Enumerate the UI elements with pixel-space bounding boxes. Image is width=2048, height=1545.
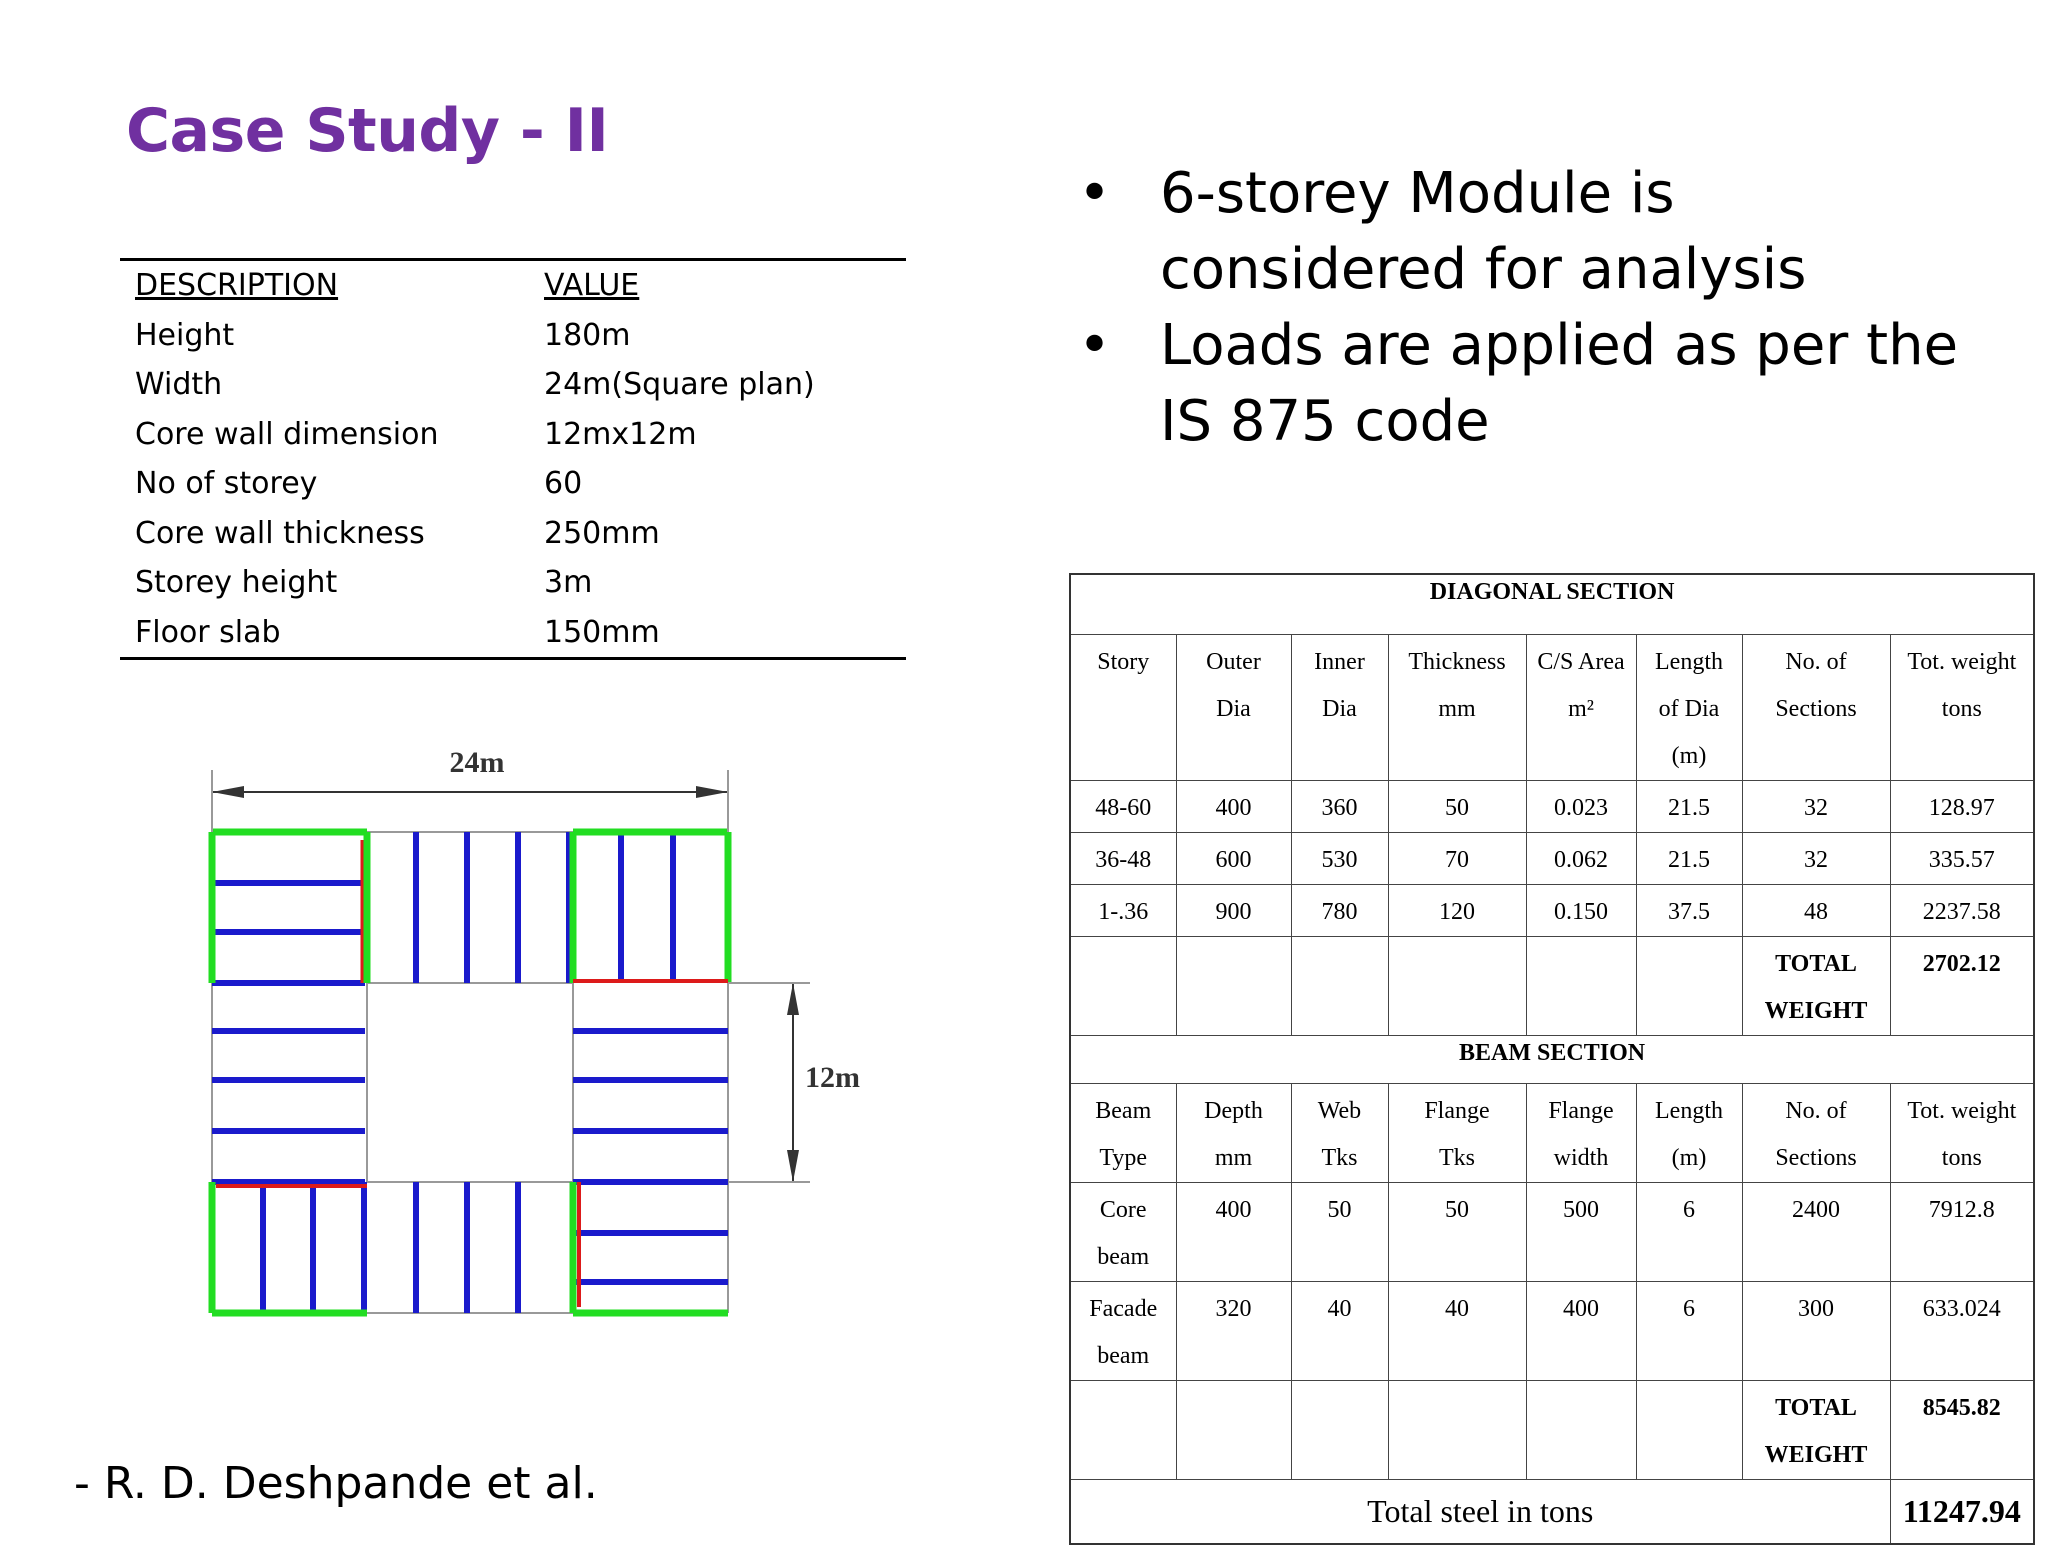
spec-label: No of storey	[135, 466, 318, 502]
spec-row	[120, 311, 906, 361]
header-text: Inner	[1314, 648, 1365, 675]
cell: 500	[1526, 1182, 1636, 1281]
header-text: tons	[1941, 695, 1982, 722]
bullet-line: considered for analysis	[1160, 237, 1807, 302]
cell: 70	[1388, 832, 1526, 884]
header-text: mm	[1214, 1144, 1253, 1171]
spec-header-description: DESCRIPTION	[135, 268, 339, 304]
total-label-text: TOTAL	[1775, 1394, 1857, 1421]
header-text: Sections	[1775, 695, 1857, 722]
cell: 1-.36	[1070, 884, 1176, 936]
beam-header	[1636, 1083, 1742, 1182]
diag-header	[1636, 634, 1742, 780]
header-text: width	[1553, 1144, 1609, 1171]
total-label-text: TOTAL	[1775, 950, 1857, 977]
bullet-line: IS 875 code	[1160, 389, 1490, 454]
cell: 2400	[1742, 1182, 1890, 1281]
beam-header	[1526, 1083, 1636, 1182]
cell: 40	[1388, 1281, 1526, 1380]
spec-row	[120, 509, 906, 559]
beam-header	[1388, 1083, 1526, 1182]
cell: 530	[1291, 832, 1388, 884]
beam-header	[1176, 1083, 1291, 1182]
bullet-item	[1078, 156, 1978, 308]
spec-value: 12mx12m	[544, 416, 697, 452]
beam-total-value: 8545.82	[1890, 1380, 2034, 1479]
header-text: (m)	[1671, 742, 1707, 769]
spec-label: Width	[135, 367, 223, 403]
cell: 780	[1291, 884, 1388, 936]
grand-total-value: 11247.94	[1890, 1479, 2034, 1544]
cell: 633.024	[1890, 1281, 2034, 1380]
header-text: Depth	[1204, 1097, 1263, 1124]
cell: 21.5	[1636, 832, 1742, 884]
diag-total-value: 2702.12	[1890, 936, 2034, 1035]
header-text: Length	[1655, 1097, 1723, 1124]
bullet-list	[1078, 156, 1978, 460]
diag-header	[1388, 634, 1526, 780]
diag-header	[1291, 634, 1388, 780]
cell: 900	[1176, 884, 1291, 936]
beam-total-label	[1742, 1380, 1890, 1479]
cell: 300	[1742, 1281, 1890, 1380]
cell: 360	[1291, 780, 1388, 832]
beam-type-text: beam	[1097, 1342, 1150, 1369]
width-arrow-left	[212, 786, 244, 798]
header-text: mm	[1438, 695, 1476, 722]
diag-header	[1526, 634, 1636, 780]
total-label-text: WEIGHT	[1764, 1441, 1868, 1468]
cell: 6	[1636, 1182, 1742, 1281]
cell: 7912.8	[1890, 1182, 2034, 1281]
cell: 50	[1388, 780, 1526, 832]
header-text: No. of	[1785, 648, 1847, 675]
spec-label: Core wall dimension	[135, 416, 439, 452]
spec-row	[120, 608, 906, 658]
header-text: C/S Area	[1537, 648, 1625, 675]
header-text: Type	[1099, 1144, 1148, 1171]
cell: 6	[1636, 1281, 1742, 1380]
header-text: of Dia	[1658, 695, 1720, 722]
diag-header	[1890, 634, 2034, 780]
diag-header	[1176, 634, 1291, 780]
cell: 0.150	[1526, 884, 1636, 936]
steel-weight-table	[1069, 573, 2035, 1545]
building-spec-table	[120, 258, 906, 660]
header-text: Length	[1655, 648, 1723, 675]
cell: 400	[1176, 1182, 1291, 1281]
diag-row	[1070, 780, 2034, 832]
beam-total-row	[1070, 1380, 2034, 1479]
cell: 21.5	[1636, 780, 1742, 832]
spec-label: Storey height	[135, 565, 338, 601]
beam-header	[1291, 1083, 1388, 1182]
header-text: Flange	[1548, 1097, 1614, 1124]
spec-header-value: VALUE	[544, 268, 640, 304]
header-text: Web	[1317, 1097, 1362, 1124]
header-text: Dia	[1216, 695, 1251, 722]
cell: 0.062	[1526, 832, 1636, 884]
cell: 32	[1742, 832, 1890, 884]
beam-type-text: Facade	[1089, 1295, 1158, 1322]
header-text: Story	[1097, 648, 1150, 675]
diag-header	[1742, 634, 1890, 780]
spec-row	[120, 558, 906, 608]
spec-value: 60	[544, 466, 583, 502]
core-dimension-label: 12m	[805, 1061, 860, 1094]
core-arrow-bottom	[787, 1150, 799, 1182]
cell: 128.97	[1890, 780, 2034, 832]
header-text: Outer	[1206, 648, 1261, 675]
header-text: Sections	[1775, 1144, 1857, 1171]
slide-title: Case Study - II	[126, 96, 609, 166]
cell: 36-48	[1070, 832, 1176, 884]
diag-total-label	[1742, 936, 1890, 1035]
bullet-marker: •	[1078, 161, 1112, 226]
header-text: Beam	[1095, 1097, 1152, 1124]
header-text: No. of	[1785, 1097, 1847, 1124]
beam-type-text: beam	[1097, 1243, 1150, 1270]
cell: 37.5	[1636, 884, 1742, 936]
beam-type	[1070, 1281, 1176, 1380]
beam-header	[1890, 1083, 2034, 1182]
diag-header	[1070, 634, 1176, 780]
spec-value: 3m	[544, 565, 593, 601]
width-dimension-label: 24m	[449, 746, 505, 779]
header-text: Tot. weight	[1907, 1097, 2017, 1124]
cell: 40	[1291, 1281, 1388, 1380]
cell: 50	[1291, 1182, 1388, 1281]
spec-row	[120, 410, 906, 460]
spec-label: Floor slab	[135, 614, 281, 650]
cell: 335.57	[1890, 832, 2034, 884]
diag-row	[1070, 832, 2034, 884]
beam-section-title: BEAM SECTION	[1070, 1035, 2034, 1083]
beam-row	[1070, 1182, 2034, 1281]
header-text: m²	[1568, 695, 1594, 722]
cell: 2237.58	[1890, 884, 2034, 936]
bullet-line: 6-storey Module is	[1160, 161, 1675, 226]
total-label-text: WEIGHT	[1764, 997, 1868, 1024]
header-text: Tks	[1439, 1144, 1475, 1171]
header-text: Tot. weight	[1907, 648, 2017, 675]
cell: 32	[1742, 780, 1890, 832]
diag-total-row	[1070, 936, 2034, 1035]
cell: 320	[1176, 1281, 1291, 1380]
header-text: Flange	[1424, 1097, 1490, 1124]
bullet-line: Loads are applied as per the	[1160, 313, 1959, 378]
spec-label: Height	[135, 317, 235, 353]
plan-members	[212, 832, 728, 1313]
cell: 48	[1742, 884, 1890, 936]
cell: 48-60	[1070, 780, 1176, 832]
floor-plan-diagram	[180, 730, 900, 1370]
spec-header-row	[120, 261, 906, 311]
bullet-marker: •	[1078, 313, 1112, 378]
header-text: (m)	[1671, 1144, 1707, 1171]
spec-label: Core wall thickness	[135, 515, 425, 551]
header-text: Dia	[1322, 695, 1357, 722]
spec-row	[120, 459, 906, 509]
spec-value: 150mm	[544, 614, 660, 650]
beam-type	[1070, 1182, 1176, 1281]
spec-row	[120, 360, 906, 410]
bullet-item	[1078, 308, 1978, 460]
spec-value: 250mm	[544, 515, 660, 551]
width-arrow-right	[696, 786, 728, 798]
beam-header	[1742, 1083, 1890, 1182]
author-credit: - R. D. Deshpande et al.	[74, 1458, 598, 1509]
header-text: Tks	[1321, 1144, 1358, 1171]
grand-total-label: Total steel in tons	[1070, 1479, 1890, 1544]
cell: 400	[1526, 1281, 1636, 1380]
header-text: tons	[1941, 1144, 1982, 1171]
grand-total-row	[1070, 1479, 2034, 1544]
spec-value: 180m	[544, 317, 631, 353]
beam-row	[1070, 1281, 2034, 1380]
cell: 400	[1176, 780, 1291, 832]
cell: 50	[1388, 1182, 1526, 1281]
spec-value: 24m(Square plan)	[544, 367, 815, 403]
beam-header	[1070, 1083, 1176, 1182]
diagonal-section-title: DIAGONAL SECTION	[1070, 574, 2034, 634]
diag-row	[1070, 884, 2034, 936]
cell: 120	[1388, 884, 1526, 936]
cell: 600	[1176, 832, 1291, 884]
cell: 0.023	[1526, 780, 1636, 832]
beam-type-text: Core	[1099, 1196, 1147, 1223]
core-arrow-top	[787, 983, 799, 1015]
header-text: Thickness	[1408, 648, 1506, 675]
